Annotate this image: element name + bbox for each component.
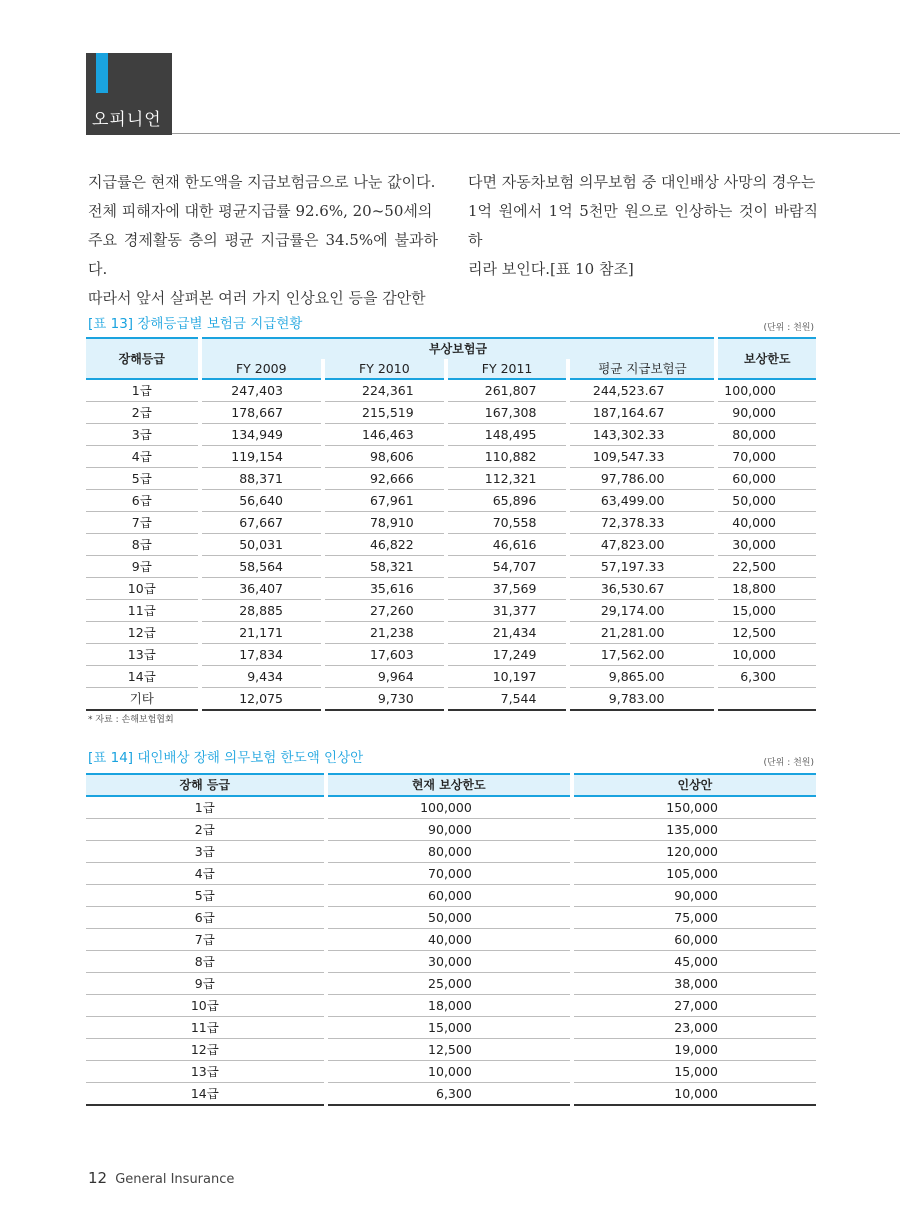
table-cell: 2급 [86,402,200,424]
table-row [86,885,816,907]
table-cell: 90,000 [716,402,816,424]
table-cell: 70,000 [326,863,572,885]
table-row [86,995,816,1017]
table-cell: 224,361 [323,379,446,402]
table-row [86,379,816,402]
table-cell: 9급 [86,556,200,578]
table-cell: 50,000 [326,907,572,929]
table13 [86,337,816,711]
table-cell: 119,154 [200,446,323,468]
table-cell: 11급 [86,600,200,622]
header-proposed: 인상안 [572,774,816,796]
table-cell: 18,800 [716,578,816,600]
table-cell: 88,371 [200,468,323,490]
table-cell: 19,000 [674,1042,718,1057]
table-cell: 67,667 [200,512,323,534]
table-cell: 187,164.67 [592,405,665,420]
header-grade: 장해등급 [86,338,200,379]
table-cell: 54,707 [446,556,569,578]
table-cell: 143,302.33 [592,427,665,442]
section-label: 오피니언 [92,110,162,130]
header-fy2010: FY 2010 [323,359,446,379]
table-row [86,841,816,863]
table-cell: 12급 [86,622,200,644]
table-cell: 2급 [86,819,326,841]
table-cell: 97,786.00 [600,471,665,486]
table-cell: 98,606 [323,446,446,468]
table-cell: 178,667 [200,402,323,424]
table-row [86,907,816,929]
table-cell: 27,260 [323,600,446,622]
table-cell: 30,000 [326,951,572,973]
table-cell: 100,000 [326,796,572,819]
table-cell: 10급 [86,578,200,600]
table-cell: 75,000 [674,910,718,925]
table-cell: 80,000 [716,424,816,446]
table-cell: 47,823.00 [600,537,665,552]
table-cell: 18,000 [326,995,572,1017]
table-cell: 25,000 [326,973,572,995]
table-cell: 120,000 [666,844,718,859]
section-accent-bar [96,53,108,93]
table-cell: 60,000 [326,885,572,907]
table-cell: 9,865.00 [608,669,665,684]
table-cell: 22,500 [716,556,816,578]
table-cell: 15,000 [716,600,816,622]
table-cell: 10,000 [716,644,816,666]
table-cell: 60,000 [716,468,816,490]
body-line: 리라 보인다.[표 10 참조] [468,260,634,278]
header-fy2011: FY 2011 [446,359,569,379]
table-cell: 6급 [86,907,326,929]
table-cell: 7급 [86,929,326,951]
table-cell: 3급 [86,424,200,446]
table-cell: 90,000 [326,819,572,841]
table-cell: 5급 [86,468,200,490]
table-row [86,644,816,666]
table-cell: 38,000 [674,976,718,991]
body-column-right [468,168,818,284]
table-cell: 247,403 [200,379,323,402]
table-cell: 135,000 [666,822,718,837]
table14-unit: (단위 : 천원) [763,758,814,768]
table-cell: 12,075 [200,688,323,711]
table-cell [716,688,816,711]
table-cell: 21,171 [200,622,323,644]
table-cell: 12급 [86,1039,326,1061]
header-fy2009: FY 2009 [200,359,323,379]
table-row [86,951,816,973]
table-cell: 50,000 [716,490,816,512]
table-cell: 17,603 [323,644,446,666]
page-number: 12 [88,1169,108,1187]
table-cell: 244,523.67 [592,383,665,398]
table-cell: 17,249 [446,644,569,666]
table-cell: 1급 [86,796,326,819]
table-cell: 9,434 [200,666,323,688]
table-cell: 6,300 [326,1083,572,1106]
table-row [86,819,816,841]
table-cell: 105,000 [666,866,718,881]
table-cell: 70,000 [716,446,816,468]
table-row [86,556,816,578]
table-cell: 92,666 [323,468,446,490]
table-cell: 10,000 [326,1061,572,1083]
table-row [86,1061,816,1083]
table-cell: 65,896 [446,490,569,512]
body-line: 다면 자동차보험 의무보험 중 대인배상 사망의 경우는 [468,173,816,191]
table-cell: 7급 [86,512,200,534]
table-row [86,688,816,711]
table-cell: 63,499.00 [600,493,665,508]
table-cell: 58,564 [200,556,323,578]
table-cell: 9,783.00 [608,691,665,706]
body-line: 지급률은 현재 한도액을 지급보험금으로 나눈 값이다. [88,173,436,191]
table-row [86,863,816,885]
table-cell: 5급 [86,885,326,907]
table-cell: 45,000 [674,954,718,969]
table-row [86,973,816,995]
header-group: 부상보험금 [200,338,717,359]
table-cell: 37,569 [446,578,569,600]
table-cell: 6,300 [716,666,816,688]
table-cell: 110,882 [446,446,569,468]
table-cell: 36,407 [200,578,323,600]
table-cell: 72,378.33 [600,515,665,530]
table-row [86,468,816,490]
table-cell: 31,377 [446,600,569,622]
table-cell: 9,964 [323,666,446,688]
table-cell: 23,000 [674,1020,718,1035]
table-cell: 9급 [86,973,326,995]
table-row [86,622,816,644]
table-cell: 21,281.00 [600,625,665,640]
table-cell: 50,031 [200,534,323,556]
header-current-limit: 현재 보상한도 [326,774,572,796]
table-row [86,446,816,468]
table-cell: 9,730 [323,688,446,711]
table-cell: 36,530.67 [600,581,665,596]
table-row [86,666,816,688]
table-cell: 109,547.33 [592,449,665,464]
header-grade: 장해 등급 [86,774,326,796]
table-row [86,402,816,424]
table-cell: 4급 [86,446,200,468]
table-row [86,534,816,556]
table-cell: 1급 [86,379,200,402]
table-row [86,600,816,622]
table-cell: 56,640 [200,490,323,512]
body-line: 전체 피해자에 대한 평균지급률 92.6%, 20~50세의 [88,202,433,220]
table-row [86,796,816,819]
header-avg: 평균 지급보험금 [568,359,716,379]
table-cell: 12,500 [326,1039,572,1061]
table-cell: 146,463 [323,424,446,446]
table-cell: 67,961 [323,490,446,512]
table-cell: 10,000 [674,1086,718,1101]
table-cell: 100,000 [716,379,816,402]
table-cell: 215,519 [323,402,446,424]
table-cell: 80,000 [326,841,572,863]
table-cell: 3급 [86,841,326,863]
table-cell: 70,558 [446,512,569,534]
table-cell: 28,885 [200,600,323,622]
table-cell: 기타 [86,688,200,711]
table-cell: 58,321 [323,556,446,578]
table-cell: 15,000 [674,1064,718,1079]
table-cell: 15,000 [326,1017,572,1039]
table-cell: 10,197 [446,666,569,688]
table-cell: 7,544 [446,688,569,711]
table-row [86,1083,816,1106]
table14-title: [표 14] 대인배상 장해 의무보험 한도액 인상안 [88,750,364,766]
table13-title: [표 13] 장해등급별 보험금 지급현황 [88,316,303,332]
page-footer [88,1169,234,1187]
body-line: 따라서 앞서 살펴본 여러 가지 인상요인 등을 감안한 [88,289,426,307]
table-cell: 150,000 [666,800,718,815]
table-cell: 112,321 [446,468,569,490]
table-row [86,424,816,446]
table-cell: 57,197.33 [600,559,665,574]
table-cell: 148,495 [446,424,569,446]
table-cell: 167,308 [446,402,569,424]
table-cell: 21,434 [446,622,569,644]
table-cell: 90,000 [674,888,718,903]
table-cell: 60,000 [674,932,718,947]
table-row [86,1039,816,1061]
table-cell: 27,000 [674,998,718,1013]
table-cell: 261,807 [446,379,569,402]
table-cell: 29,174.00 [600,603,665,618]
table-cell: 13급 [86,644,200,666]
body-line: 1억 원에서 1억 5천만 원으로 인상하는 것이 바람직하 [468,202,818,249]
table-cell: 12,500 [716,622,816,644]
table13-source: * 자료 : 손해보험협회 [88,715,174,725]
table-cell: 21,238 [323,622,446,644]
table-cell: 17,562.00 [600,647,665,662]
table-cell: 4급 [86,863,326,885]
table-row [86,578,816,600]
body-line: 주요 경제활동 층의 평균 지급률은 34.5%에 불과하다. [88,231,438,278]
table-row [86,1017,816,1039]
table-cell: 17,834 [200,644,323,666]
table-cell: 10급 [86,995,326,1017]
table-cell: 40,000 [326,929,572,951]
table-cell: 40,000 [716,512,816,534]
table-cell: 11급 [86,1017,326,1039]
publication-name: General Insurance [115,1172,235,1187]
table-row [86,929,816,951]
table-row [86,490,816,512]
body-column-left [88,168,438,313]
table-cell: 46,616 [446,534,569,556]
table-cell: 134,949 [200,424,323,446]
table-cell: 13급 [86,1061,326,1083]
table-cell: 14급 [86,1083,326,1106]
table-cell: 78,910 [323,512,446,534]
table-cell: 35,616 [323,578,446,600]
header-divider [172,133,900,134]
table-cell: 46,822 [323,534,446,556]
table14 [86,773,816,1106]
table-cell: 6급 [86,490,200,512]
table-row [86,512,816,534]
table-cell: 8급 [86,951,326,973]
header-limit: 보상한도 [716,338,816,379]
table13-unit: (단위 : 천원) [763,323,814,333]
table-cell: 30,000 [716,534,816,556]
table-cell: 8급 [86,534,200,556]
table-cell: 14급 [86,666,200,688]
